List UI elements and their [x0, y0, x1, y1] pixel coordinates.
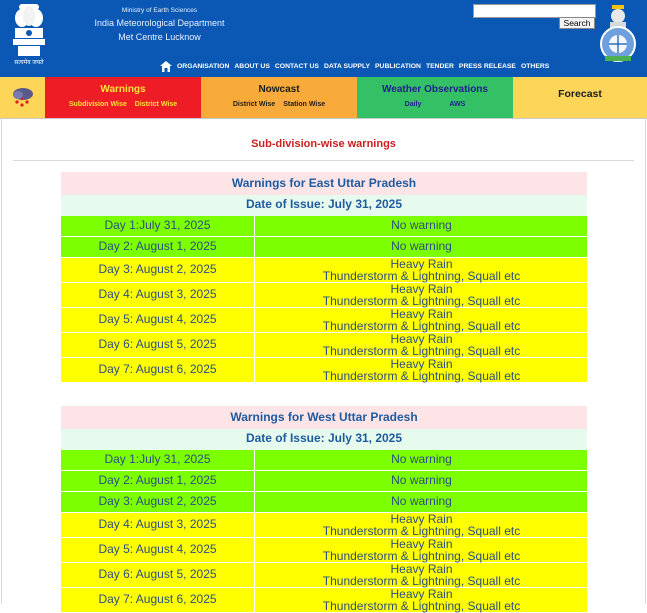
day-cell: Day 6: August 5, 2025	[61, 333, 255, 357]
page-title: Sub-division-wise warnings	[251, 138, 396, 150]
emblem-motto: सत्यमेव जयते	[14, 60, 44, 66]
nav-about-us[interactable]: ABOUT US	[234, 63, 270, 70]
day-cell: Day 1:July 31, 2025	[61, 450, 255, 470]
menu-forecast[interactable]	[513, 77, 647, 118]
menu-subdivision-wise[interactable]: Subdivision Wise	[68, 101, 127, 108]
nav-others[interactable]: OTHERS	[520, 63, 550, 70]
table-row	[61, 283, 587, 308]
warning-line: Thunderstorm & Lightning, Squall etc	[322, 574, 521, 588]
menu-district-wise[interactable]: District Wise	[134, 101, 178, 108]
site-header	[0, 0, 647, 77]
nav-contact-us[interactable]: CONTACT US	[274, 63, 319, 70]
warning-cell	[256, 563, 587, 587]
day-cell: Day 4: August 3, 2025	[61, 513, 255, 537]
warning-cell: No warning	[391, 473, 452, 487]
warning-cell	[256, 333, 587, 357]
warning-cell: No warning	[391, 239, 452, 253]
day-cell: Day 4: August 3, 2025	[61, 283, 255, 307]
day-cell: Day 6: August 5, 2025	[61, 563, 255, 587]
warning-cell: No warning	[391, 452, 452, 466]
content-divider	[0, 118, 647, 119]
warning-line: Heavy Rain	[390, 282, 453, 296]
search-input[interactable]	[473, 4, 596, 18]
table-title: Warnings for West Uttar Pradesh	[61, 406, 587, 429]
day-cell: Day 2: August 1, 2025	[61, 471, 255, 491]
imd-logo-icon	[598, 4, 638, 64]
warning-line: Heavy Rain	[390, 587, 453, 601]
table-row	[61, 237, 587, 258]
table-row	[61, 492, 587, 513]
day-cell: Day 7: August 6, 2025	[61, 588, 255, 612]
menu-daily[interactable]: Daily	[404, 101, 422, 108]
org-text	[92, 5, 227, 44]
issue-date: Date of Issue: July 31, 2025	[61, 195, 587, 216]
rain-cloud-icon	[10, 84, 36, 110]
day-cell: Day 3: August 2, 2025	[61, 258, 255, 282]
day-cell: Day 1:July 31, 2025	[61, 216, 255, 236]
table-row	[61, 258, 587, 283]
warning-line: Heavy Rain	[390, 307, 453, 321]
ministry-name: Ministry of Earth Sciences	[121, 7, 198, 14]
warning-cell	[256, 513, 587, 537]
warning-line: Heavy Rain	[390, 332, 453, 346]
table-row	[61, 450, 587, 471]
issue-date: Date of Issue: July 31, 2025	[61, 429, 587, 450]
warning-line: Heavy Rain	[390, 537, 453, 551]
day-cell: Day 2: August 1, 2025	[61, 237, 255, 257]
day-cell: Day 3: August 2, 2025	[61, 492, 255, 512]
nav-tender[interactable]: TENDER	[425, 63, 454, 70]
nav-organisation[interactable]: ORGANISATION	[177, 63, 230, 70]
table-title: Warnings for East Uttar Pradesh	[61, 172, 587, 195]
menu-aws[interactable]: AWS	[449, 101, 466, 108]
table-row	[61, 471, 587, 492]
day-cell: Day 5: August 4, 2025	[61, 538, 255, 562]
warning-line: Thunderstorm & Lightning, Squall etc	[322, 294, 521, 308]
warning-line: Heavy Rain	[390, 357, 453, 371]
warning-line: Thunderstorm & Lightning, Squall etc	[322, 524, 521, 538]
warnings-table-west	[61, 406, 587, 613]
menu-warnings[interactable]	[45, 77, 201, 118]
content-border-right	[645, 118, 646, 604]
warning-cell	[256, 538, 587, 562]
menu-weather-icon-cell[interactable]	[0, 77, 45, 118]
menu-warnings-title[interactable]: Warnings	[100, 84, 146, 95]
warning-line: Thunderstorm & Lightning, Squall etc	[322, 269, 521, 283]
day-cell: Day 7: August 6, 2025	[61, 358, 255, 382]
table-row	[61, 563, 587, 588]
warnings-table-east	[61, 172, 587, 383]
menu-nowcast-district-wise[interactable]: District Wise	[232, 101, 276, 108]
menu-nowcast[interactable]	[201, 77, 357, 118]
menu-nowcast-title[interactable]: Nowcast	[258, 84, 300, 95]
nav-data-supply[interactable]: DATA SUPPLY	[323, 63, 371, 70]
table-row	[61, 513, 587, 538]
menu-forecast-title[interactable]: Forecast	[558, 88, 602, 100]
nav-publication[interactable]: PUBLICATION	[375, 63, 421, 70]
warning-line: Thunderstorm & Lightning, Squall etc	[322, 319, 521, 333]
warning-line: Thunderstorm & Lightning, Squall etc	[322, 599, 521, 613]
department-name: India Meteorological Department	[94, 18, 225, 28]
warning-cell: No warning	[391, 218, 452, 232]
menu-station-wise[interactable]: Station Wise	[283, 101, 326, 108]
warning-cell	[256, 308, 587, 332]
warning-cell	[256, 358, 587, 382]
warning-line: Thunderstorm & Lightning, Squall etc	[322, 369, 521, 383]
title-divider	[13, 160, 634, 161]
table-row	[61, 358, 587, 383]
warning-line: Heavy Rain	[390, 257, 453, 271]
warning-line: Thunderstorm & Lightning, Squall etc	[322, 344, 521, 358]
warning-line: Thunderstorm & Lightning, Squall etc	[322, 549, 521, 563]
menu-weather-observations[interactable]	[357, 77, 513, 118]
warning-cell	[256, 588, 587, 612]
nav-press-release[interactable]: PRESS RELEASE	[458, 63, 516, 70]
search-button[interactable]: Search	[559, 17, 595, 29]
day-cell: Day 5: August 4, 2025	[61, 308, 255, 332]
table-row	[61, 216, 587, 237]
centre-name: Met Centre Lucknow	[118, 32, 201, 42]
warning-cell	[256, 283, 587, 307]
warning-cell	[256, 258, 587, 282]
warning-line: Heavy Rain	[390, 562, 453, 576]
table-row	[61, 333, 587, 358]
main-menu-bar	[0, 77, 647, 118]
table-row	[61, 588, 587, 613]
table-row	[61, 308, 587, 333]
table-row	[61, 538, 587, 563]
warning-line: Heavy Rain	[390, 512, 453, 526]
content-border-left	[1, 118, 2, 604]
menu-observations-title[interactable]: Weather Observations	[382, 84, 488, 95]
top-navigation	[160, 60, 554, 73]
home-icon[interactable]	[160, 61, 172, 72]
warning-cell: No warning	[391, 494, 452, 508]
